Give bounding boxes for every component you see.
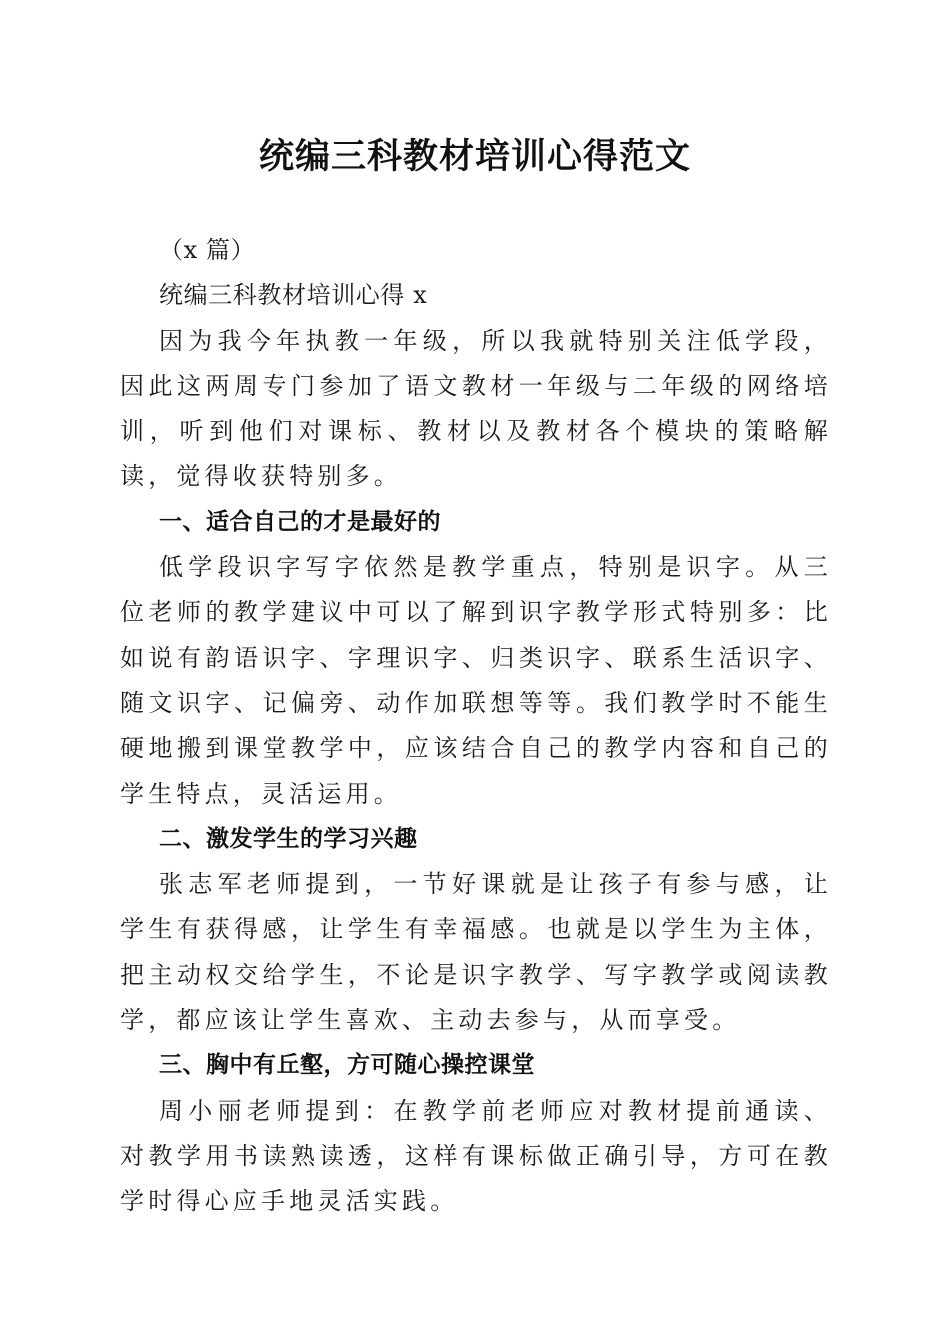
section-body-1: 低学段识字写字依然是教学重点，特别是识字。从三位老师的教学建议中可以了解到识字教学形式特别多：比如说有韵语识字、字理识字、归类识字、联系生活识字、随文识字、记偏旁、动作加联想等等。我们教学时不能生硬地搬到课堂教学中，应该结合自己的教学内容和自己的学生特点，灵活运用。 [120,553,832,808]
section-heading-3: 三、胸中有丘壑，方可随心操控课堂 [159,1052,535,1079]
section-body-2: 张志军老师提到，一节好课就是让孩子有参与感，让学生有获得感，让学生有幸福感。也就是以学生为主体，把主动权交给学生，不论是识字教学、写字教学或阅读教学，都应该让学生喜欢、主动去参与，从而享受。 [120,870,832,1035]
section-heading-2: 二、激发学生的学习兴趣 [159,825,418,852]
document-body [120,228,832,1225]
section-body-3: 周小丽老师提到：在教学前老师应对教材提前通读、对教学用书读熟读透，这样有课标做正确引导，方可在教学时得心应手地灵活实践。 [120,1096,832,1216]
section-heading-1: 一、适合自己的才是最好的 [159,508,441,535]
document-title: 统编三科教材培训心得范文 [258,136,691,177]
document-subtitle: （x 篇） [159,236,256,264]
article-title: 统编三科教材培训心得 x [159,281,428,310]
intro-paragraph: 因为我今年执教一年级，所以我就特别关注低学段，因此这两周专门参加了语文教材一年级与二年级的网络培训，听到他们对课标、教材以及教材各个模块的策略解读，觉得收获特别多。 [120,326,832,491]
